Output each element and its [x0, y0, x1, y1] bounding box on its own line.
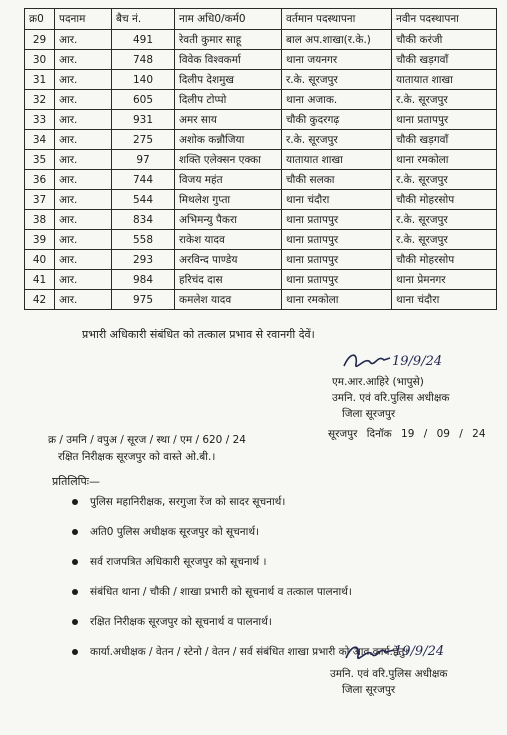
signature-block-1 [330, 350, 500, 422]
cell-badge: 984 [112, 270, 175, 290]
cell-new-posting: थाना चंदौरा [392, 290, 497, 310]
table-header-row [25, 9, 497, 30]
header-name: नाम अधि0/कर्म0 [175, 9, 282, 30]
signatory-designation: उमनि. एवं वरि.पुलिस अधीक्षक [332, 392, 450, 404]
cell-name: दिलीप टोप्पो [175, 90, 282, 110]
cell-current-posting: र.के. सूरजपुर [282, 130, 392, 150]
bullet-icon [72, 649, 78, 655]
order-instruction: प्रभारी अधिकारी संबंधित को तत्काल प्रभाव से रवानगी देवें। [82, 328, 315, 341]
cell-new-posting: र.के. सूरजपुर [392, 230, 497, 250]
table-row [25, 50, 497, 70]
cell-rank: आर. [55, 30, 112, 50]
cell-rank: आर. [55, 290, 112, 310]
cell-current-posting: चौकी सलका [282, 170, 392, 190]
bullet-icon [72, 499, 78, 505]
cell-badge: 744 [112, 170, 175, 190]
bullet-icon [72, 619, 78, 625]
cell-current-posting: थाना जयनगर [282, 50, 392, 70]
cell-current-posting: थाना चंदौरा [282, 190, 392, 210]
cell-serial: 42 [25, 290, 55, 310]
cell-badge: 748 [112, 50, 175, 70]
cell-serial: 30 [25, 50, 55, 70]
transfer-table [24, 8, 497, 310]
cell-badge: 140 [112, 70, 175, 90]
cell-name: मिथलेश गुप्ता [175, 190, 282, 210]
cell-new-posting: र.के. सूरजपुर [392, 90, 497, 110]
copies-title: प्रतिलिपिः— [52, 475, 101, 488]
cell-new-posting: चौकी खड़गवॉं [392, 130, 497, 150]
signatory-name: एम.आर.आहिरे (भापुसे) [332, 376, 424, 388]
table-row [25, 270, 497, 290]
cell-new-posting: चौकी करंजी [392, 30, 497, 50]
cell-rank: आर. [55, 250, 112, 270]
cell-new-posting: यातायात शाखा [392, 70, 497, 90]
table-row [25, 90, 497, 110]
cell-current-posting: र.के. सूरजपुर [282, 70, 392, 90]
table-row [25, 30, 497, 50]
cell-new-posting: चौकी मोहरसोप [392, 190, 497, 210]
header-rank: पदनाम [55, 9, 112, 30]
cell-name: अरविन्द पाण्डेय [175, 250, 282, 270]
cell-rank: आर. [55, 190, 112, 210]
cell-rank: आर. [55, 170, 112, 190]
cell-serial: 33 [25, 110, 55, 130]
bullet-icon [72, 559, 78, 565]
table-row [25, 210, 497, 230]
cell-badge: 97 [112, 150, 175, 170]
cell-current-posting: थाना प्रतापपुर [282, 250, 392, 270]
list-item: पुलिस महानिरीक्षक, सरगुजा रेंज को सादर सूचनार्थ। [68, 494, 498, 524]
cell-new-posting: र.के. सूरजपुर [392, 170, 497, 190]
cell-name: रेवती कुमार साहू [175, 30, 282, 50]
table-body [25, 30, 497, 310]
cell-current-posting: यातायात शाखा [282, 150, 392, 170]
cell-current-posting: थाना प्रतापपुर [282, 270, 392, 290]
table-row [25, 130, 497, 150]
cell-current-posting: थाना प्रतापपुर [282, 210, 392, 230]
cell-rank: आर. [55, 210, 112, 230]
cell-name: कमलेश यादव [175, 290, 282, 310]
header-serial: क्र0 [25, 9, 55, 30]
cell-current-posting: थाना प्रतापपुर [282, 230, 392, 250]
cell-rank: आर. [55, 230, 112, 250]
place-date: सूरजपुर दिनॉक 19 / 09 / 24 [328, 428, 486, 440]
cell-serial: 36 [25, 170, 55, 190]
signature-1 [330, 350, 500, 374]
table-row [25, 170, 497, 190]
table-row [25, 290, 497, 310]
cell-serial: 31 [25, 70, 55, 90]
cell-serial: 39 [25, 230, 55, 250]
cell-badge: 975 [112, 290, 175, 310]
reference-number: क्र / उमनि / वपुअ / सूरज / स्था / एम / 620 / 24 [48, 434, 246, 446]
cell-name: अमर साय [175, 110, 282, 130]
cell-current-posting: थाना अजाक. [282, 90, 392, 110]
cell-new-posting: थाना प्रेमनगर [392, 270, 497, 290]
cell-badge: 491 [112, 30, 175, 50]
cell-name: अशोक कन्नौजिया [175, 130, 282, 150]
cell-badge: 605 [112, 90, 175, 110]
cell-rank: आर. [55, 70, 112, 90]
cell-current-posting: चौकी कुदरगढ़ [282, 110, 392, 130]
signature-block-2 [330, 640, 500, 698]
table-row [25, 110, 497, 130]
signature-date: 19/9/24 [392, 354, 443, 369]
cell-badge: 931 [112, 110, 175, 130]
cell-badge: 834 [112, 210, 175, 230]
cell-name: विजय महंत [175, 170, 282, 190]
cell-name: हरिचंद दास [175, 270, 282, 290]
cell-new-posting: थाना प्रतापपुर [392, 110, 497, 130]
cell-rank: आर. [55, 110, 112, 130]
bullet-icon [72, 589, 78, 595]
cell-serial: 32 [25, 90, 55, 110]
cell-new-posting: चौकी खड़गवॉं [392, 50, 497, 70]
cell-new-posting: चौकी मोहरसोप [392, 250, 497, 270]
cell-name: दिलीप देशमुख [175, 70, 282, 90]
addressed-to: रक्षित निरीक्षक सूरजपुर को वास्ते ओ.बी.। [58, 451, 216, 463]
cell-badge: 293 [112, 250, 175, 270]
cell-name: राकेश यादव [175, 230, 282, 250]
cell-badge: 558 [112, 230, 175, 250]
bullet-icon [72, 529, 78, 535]
cell-current-posting: थाना रमकोला [282, 290, 392, 310]
cell-new-posting: थाना रमकोला [392, 150, 497, 170]
cell-name: शक्ति एलेक्सन एक्का [175, 150, 282, 170]
list-item: रक्षित निरीक्षक सूरजपुर को सूचनार्थ व पालनार्थ। [68, 614, 498, 644]
cell-rank: आर. [55, 130, 112, 150]
cell-rank: आर. [55, 90, 112, 110]
cell-new-posting: र.के. सूरजपुर [392, 210, 497, 230]
header-current-posting: वर्तमान पदस्थापना [282, 9, 392, 30]
table-row [25, 250, 497, 270]
list-item: कार्या.अधीक्षक / वेतन / स्टेनो / वेतन / सर्व संबंधित शाखा प्रभारी को आव.कार्य.हेतु। [68, 644, 498, 674]
cell-rank: आर. [55, 150, 112, 170]
cell-name: अभिमन्यु पैकरा [175, 210, 282, 230]
cell-rank: आर. [55, 50, 112, 70]
header-new-posting: नवीन पदस्थापना [392, 9, 497, 30]
cell-serial: 35 [25, 150, 55, 170]
list-item: अति0 पुलिस अधीक्षक सूरजपुर को सूचनार्थ। [68, 524, 498, 554]
cell-serial: 29 [25, 30, 55, 50]
cell-name: विवेक विश्वकर्मा [175, 50, 282, 70]
list-item: संबंधित थाना / चौकी / शाखा प्रभारी को सूचनार्थ व तत्काल पालनार्थ। [68, 584, 498, 614]
table-row [25, 70, 497, 90]
cell-serial: 37 [25, 190, 55, 210]
table-row [25, 190, 497, 210]
cell-badge: 544 [112, 190, 175, 210]
table-row [25, 150, 497, 170]
cell-current-posting: बाल अप.शाखा(र.के.) [282, 30, 392, 50]
signature-date: 19/9/24 [394, 644, 445, 659]
header-badge: बैच नं. [112, 9, 175, 30]
table-row [25, 230, 497, 250]
cell-badge: 275 [112, 130, 175, 150]
cell-serial: 34 [25, 130, 55, 150]
cell-serial: 41 [25, 270, 55, 290]
signatory-district: जिला सूरजपुर [342, 408, 396, 420]
cell-serial: 40 [25, 250, 55, 270]
list-item: सर्व राजपत्रित अधिकारी सूरजपुर को सूचनार्थ । [68, 554, 498, 584]
signatory-district: जिला सूरजपुर [342, 684, 396, 696]
signature-2 [330, 640, 500, 666]
cell-serial: 38 [25, 210, 55, 230]
cell-rank: आर. [55, 270, 112, 290]
signatory-designation: उमनि. एवं वरि.पुलिस अधीक्षक [330, 668, 448, 680]
